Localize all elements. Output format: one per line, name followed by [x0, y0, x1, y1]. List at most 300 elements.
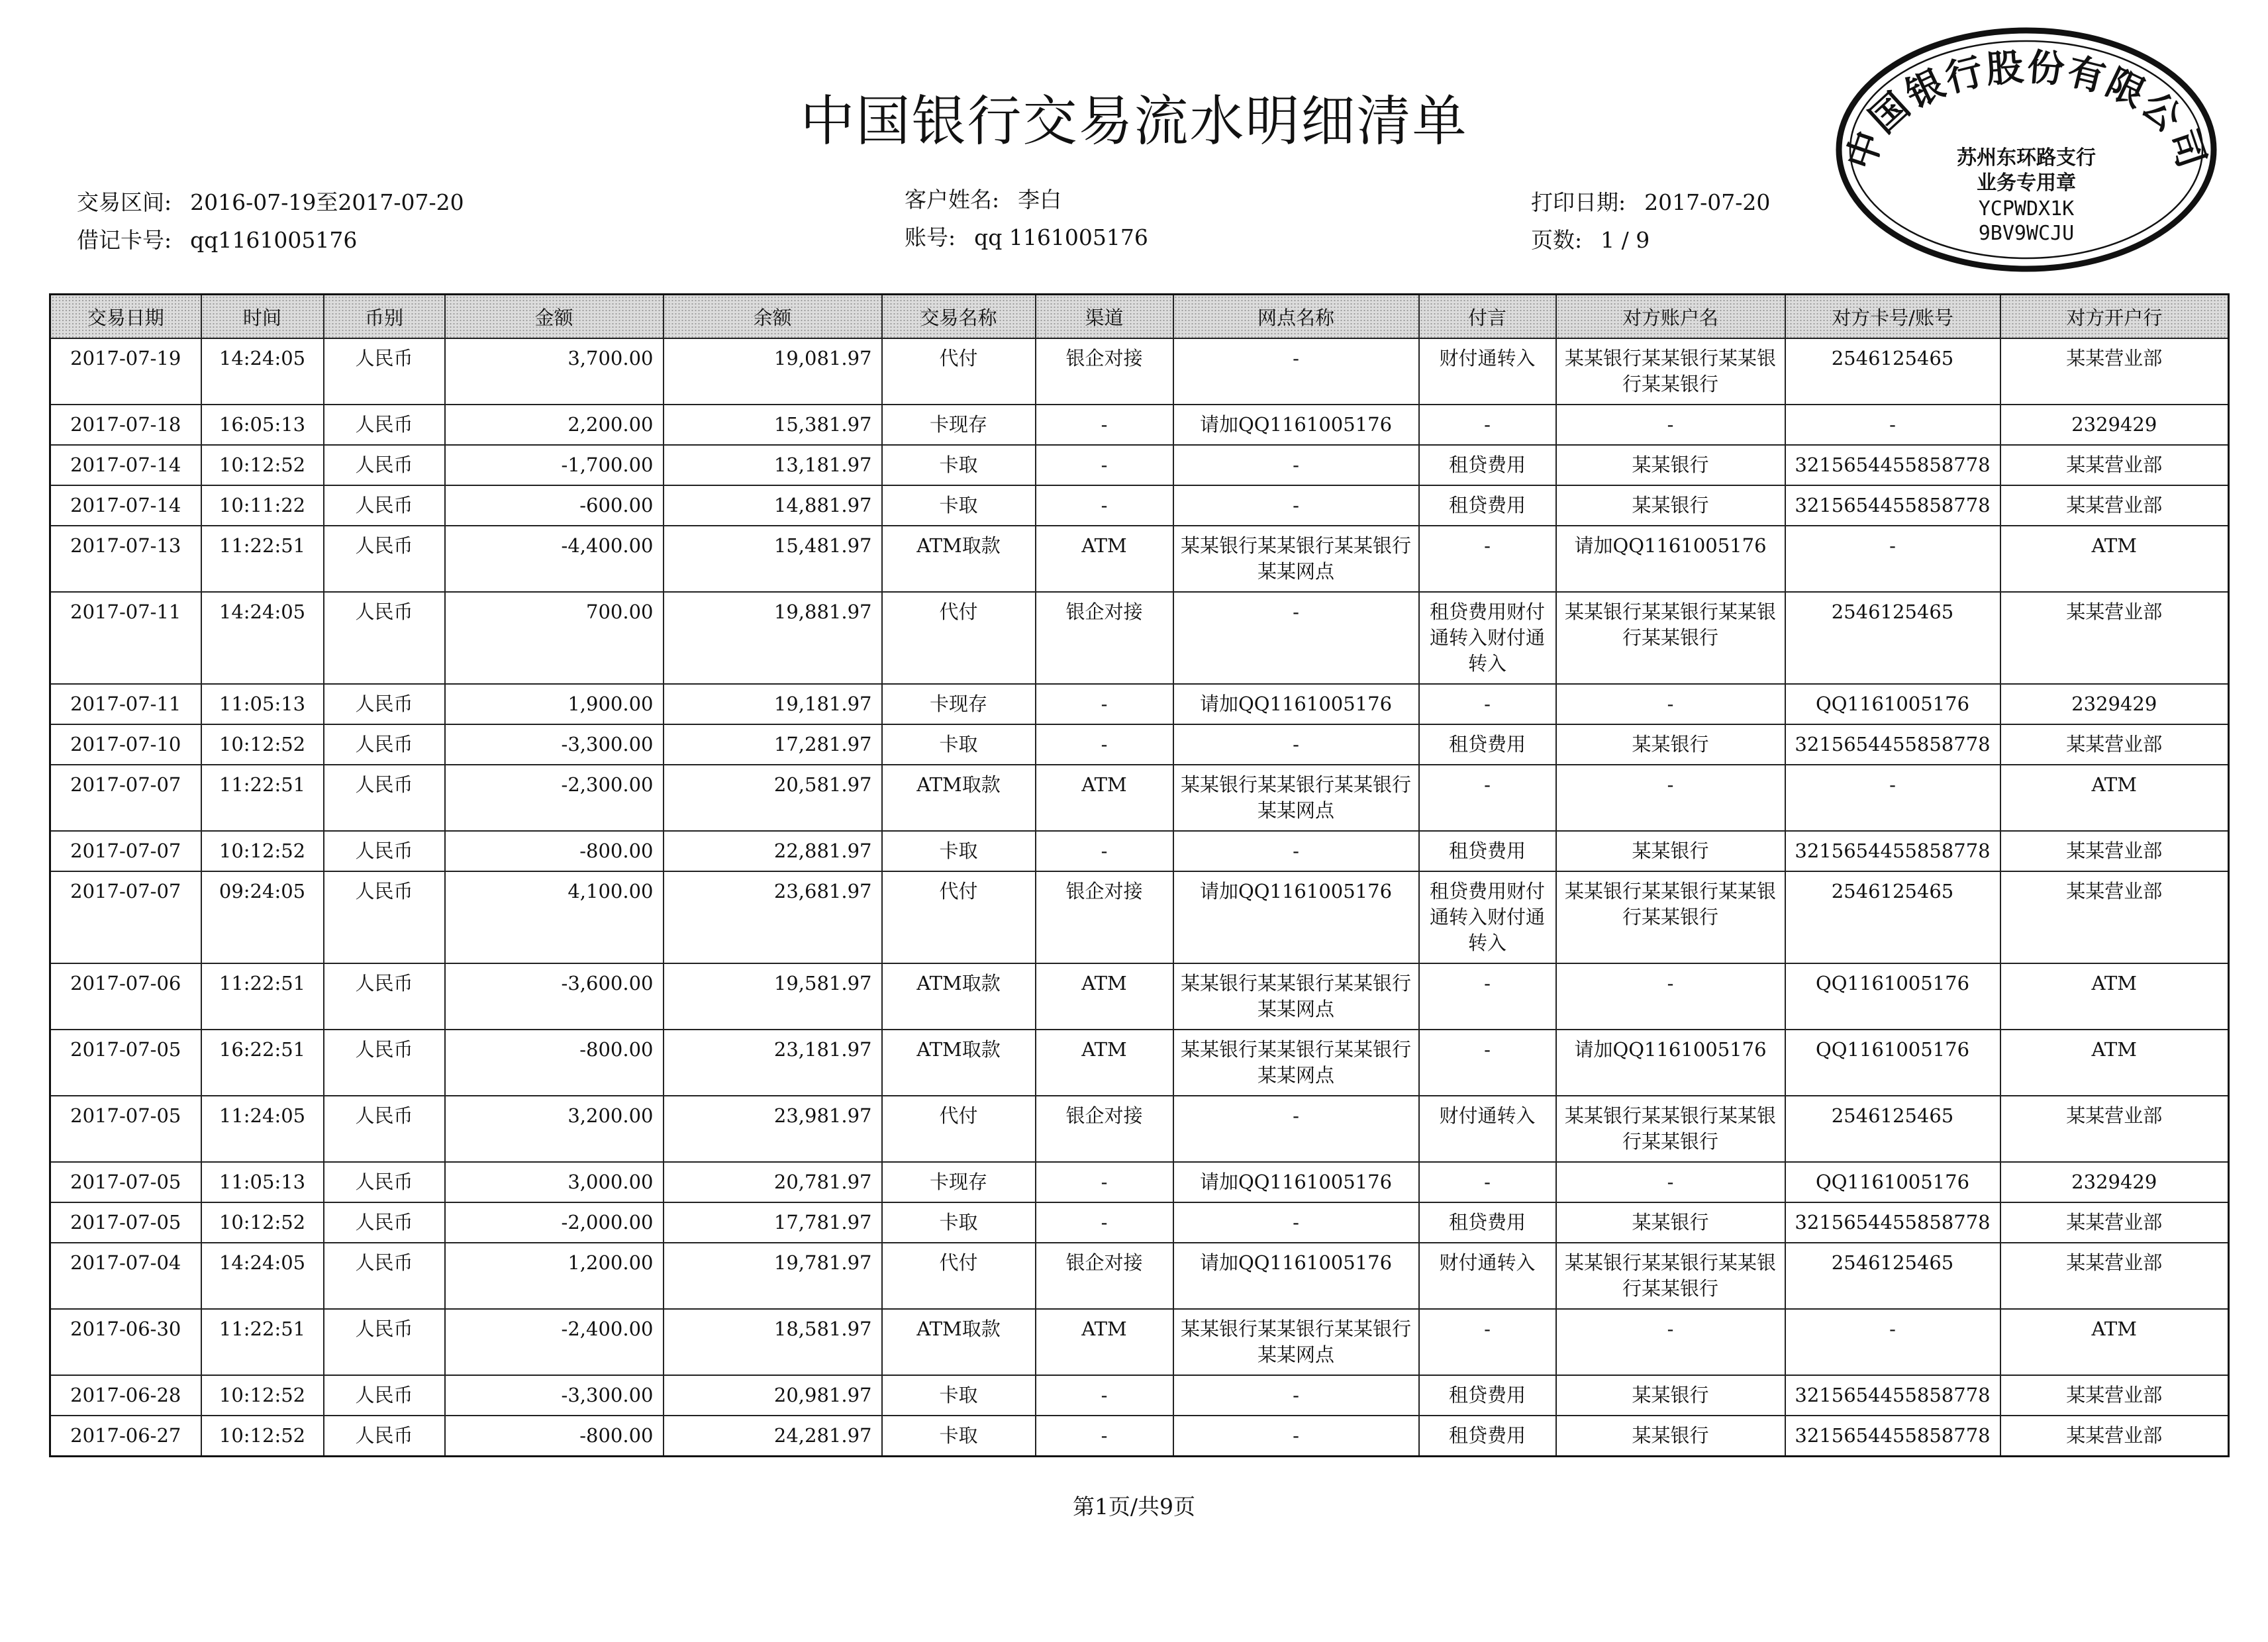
cell-txn-name: 卡取 — [882, 724, 1036, 765]
cell-channel: - — [1036, 724, 1173, 765]
cell-counterparty-name: - — [1556, 405, 1785, 445]
cell-balance: 17,281.97 — [664, 724, 882, 765]
table-header-row — [50, 295, 2229, 339]
column-header-counterparty-bank: 对方开户行 — [2000, 295, 2229, 339]
cell-txn-name: 卡取 — [882, 1375, 1036, 1416]
cell-date: 2017-07-18 — [50, 405, 201, 445]
cell-currency: 人民币 — [324, 338, 445, 405]
cell-counterparty-bank: ATM — [2000, 963, 2229, 1030]
cell-branch: 某某银行某某银行某某银行某某网点 — [1173, 526, 1419, 592]
cell-currency: 人民币 — [324, 724, 445, 765]
column-header-currency: 币别 — [324, 295, 445, 339]
cell-counterparty-account: 3215654455858778 — [1785, 445, 2000, 485]
cell-txn-name: 卡现存 — [882, 684, 1036, 724]
cell-time: 10:12:52 — [201, 831, 324, 871]
cell-txn-name: 卡取 — [882, 445, 1036, 485]
cell-counterparty-bank: 2329429 — [2000, 684, 2229, 724]
cell-counterparty-name: 请加QQ1161005176 — [1556, 1030, 1785, 1096]
cell-counterparty-account: QQ1161005176 — [1785, 1162, 2000, 1202]
cell-balance: 22,881.97 — [664, 831, 882, 871]
cell-memo: 租贷费用 — [1419, 1416, 1556, 1457]
cell-branch: 请加QQ1161005176 — [1173, 1162, 1419, 1202]
cell-amount: -2,400.00 — [445, 1309, 664, 1375]
cell-amount: -3,300.00 — [445, 724, 664, 765]
cell-balance: 23,181.97 — [664, 1030, 882, 1096]
cell-memo: 租贷费用 — [1419, 445, 1556, 485]
column-header-time: 时间 — [201, 295, 324, 339]
cell-date: 2017-07-13 — [50, 526, 201, 592]
cell-txn-name: 卡现存 — [882, 405, 1036, 445]
cell-amount: -3,600.00 — [445, 963, 664, 1030]
cell-time: 14:24:05 — [201, 338, 324, 405]
cell-counterparty-bank: ATM — [2000, 765, 2229, 831]
cell-counterparty-account: QQ1161005176 — [1785, 684, 2000, 724]
cell-channel: 银企对接 — [1036, 1096, 1173, 1162]
cell-memo: - — [1419, 963, 1556, 1030]
cell-counterparty-account: 2546125465 — [1785, 592, 2000, 684]
cell-balance: 23,681.97 — [664, 871, 882, 963]
cell-counterparty-name: 某某银行某某银行某某银行某某银行 — [1556, 592, 1785, 684]
cell-channel: - — [1036, 405, 1173, 445]
cell-balance: 20,581.97 — [664, 765, 882, 831]
table-row — [50, 1096, 2229, 1162]
print-date-value: 2017-07-20 — [1644, 189, 1771, 215]
table-row — [50, 1309, 2229, 1375]
column-header-balance: 余额 — [664, 295, 882, 339]
cell-balance: 17,781.97 — [664, 1202, 882, 1243]
table-row — [50, 871, 2229, 963]
cell-time: 09:24:05 — [201, 871, 324, 963]
cell-branch: - — [1173, 831, 1419, 871]
cell-memo: - — [1419, 1309, 1556, 1375]
cell-branch: 某某银行某某银行某某银行某某网点 — [1173, 1030, 1419, 1096]
column-header-amount: 金额 — [445, 295, 664, 339]
cell-branch: - — [1173, 445, 1419, 485]
cell-memo: 租贷费用财付通转入财付通转入 — [1419, 592, 1556, 684]
cell-amount: 3,700.00 — [445, 338, 664, 405]
cell-currency: 人民币 — [324, 1202, 445, 1243]
cell-branch: 请加QQ1161005176 — [1173, 684, 1419, 724]
cell-counterparty-name: 某某银行某某银行某某银行某某银行 — [1556, 1096, 1785, 1162]
cell-time: 11:22:51 — [201, 963, 324, 1030]
cell-currency: 人民币 — [324, 1375, 445, 1416]
cell-time: 10:12:52 — [201, 1202, 324, 1243]
cell-balance: 20,981.97 — [664, 1375, 882, 1416]
cell-txn-name: 代付 — [882, 1243, 1036, 1309]
cell-channel: - — [1036, 1162, 1173, 1202]
table-row — [50, 1030, 2229, 1096]
cell-date: 2017-06-27 — [50, 1416, 201, 1457]
table-row — [50, 831, 2229, 871]
seal-line-1: 苏州东环路支行 — [1957, 146, 2096, 169]
account-label: 账号: — [905, 224, 956, 250]
cell-time: 10:12:52 — [201, 724, 324, 765]
cell-memo: 租贷费用 — [1419, 724, 1556, 765]
cell-date: 2017-06-30 — [50, 1309, 201, 1375]
cell-date: 2017-07-10 — [50, 724, 201, 765]
cell-balance: 20,781.97 — [664, 1162, 882, 1202]
cell-txn-name: 代付 — [882, 1096, 1036, 1162]
cell-date: 2017-07-04 — [50, 1243, 201, 1309]
cell-amount: -1,700.00 — [445, 445, 664, 485]
table-row — [50, 592, 2229, 684]
cell-channel: - — [1036, 485, 1173, 526]
cell-channel: - — [1036, 684, 1173, 724]
cell-time: 16:05:13 — [201, 405, 324, 445]
cell-memo: - — [1419, 526, 1556, 592]
cell-memo: 财付通转入 — [1419, 1243, 1556, 1309]
cell-counterparty-account: QQ1161005176 — [1785, 963, 2000, 1030]
cell-memo: 租贷费用 — [1419, 1375, 1556, 1416]
page-count-info — [1531, 223, 1650, 254]
cell-branch: 请加QQ1161005176 — [1173, 1243, 1419, 1309]
cell-date: 2017-07-14 — [50, 445, 201, 485]
cell-txn-name: ATM取款 — [882, 526, 1036, 592]
cell-counterparty-name: - — [1556, 1162, 1785, 1202]
cell-counterparty-bank: 某某营业部 — [2000, 1202, 2229, 1243]
cell-amount: 700.00 — [445, 592, 664, 684]
cell-txn-name: 卡取 — [882, 831, 1036, 871]
cell-branch: 请加QQ1161005176 — [1173, 405, 1419, 445]
cell-currency: 人民币 — [324, 1243, 445, 1309]
cell-counterparty-account: 2546125465 — [1785, 1096, 2000, 1162]
cell-currency: 人民币 — [324, 1309, 445, 1375]
cell-amount: 2,200.00 — [445, 405, 664, 445]
cell-memo: 财付通转入 — [1419, 338, 1556, 405]
cell-channel: 银企对接 — [1036, 338, 1173, 405]
cell-date: 2017-07-05 — [50, 1162, 201, 1202]
cell-date: 2017-07-07 — [50, 765, 201, 831]
cell-counterparty-bank: ATM — [2000, 1309, 2229, 1375]
cell-time: 10:12:52 — [201, 1375, 324, 1416]
cell-counterparty-bank: 某某营业部 — [2000, 1096, 2229, 1162]
cell-counterparty-bank: 某某营业部 — [2000, 1416, 2229, 1457]
cell-counterparty-name: 某某银行某某银行某某银行某某银行 — [1556, 1243, 1785, 1309]
table-row — [50, 684, 2229, 724]
table-row — [50, 1202, 2229, 1243]
cell-balance: 23,981.97 — [664, 1096, 882, 1162]
cell-channel: - — [1036, 831, 1173, 871]
cell-time: 10:12:52 — [201, 445, 324, 485]
cell-channel: ATM — [1036, 963, 1173, 1030]
cell-time: 11:22:51 — [201, 765, 324, 831]
cell-counterparty-account: 2546125465 — [1785, 871, 2000, 963]
period-value: 2016-07-19至2017-07-20 — [190, 189, 464, 215]
cell-balance: 19,181.97 — [664, 684, 882, 724]
cell-channel: - — [1036, 445, 1173, 485]
cell-memo: 租贷费用 — [1419, 831, 1556, 871]
cell-counterparty-name: 请加QQ1161005176 — [1556, 526, 1785, 592]
cell-counterparty-bank: 某某营业部 — [2000, 1375, 2229, 1416]
cell-balance: 14,881.97 — [664, 485, 882, 526]
seal-line-3: YCPWDX1K — [1978, 197, 2075, 220]
cell-memo: - — [1419, 1030, 1556, 1096]
cell-date: 2017-07-11 — [50, 684, 201, 724]
cell-currency: 人民币 — [324, 831, 445, 871]
cell-channel: 银企对接 — [1036, 871, 1173, 963]
column-header-memo: 付言 — [1419, 295, 1556, 339]
card-info — [77, 223, 357, 254]
transaction-table-wrap — [49, 293, 2228, 1457]
card-value: qq1161005176 — [190, 227, 358, 253]
cell-counterparty-account: 3215654455858778 — [1785, 485, 2000, 526]
cell-counterparty-account: - — [1785, 526, 2000, 592]
cell-date: 2017-07-05 — [50, 1202, 201, 1243]
name-value: 李白 — [1018, 187, 1062, 213]
cell-time: 14:24:05 — [201, 1243, 324, 1309]
cell-counterparty-name: 某某银行某某银行某某银行某某银行 — [1556, 338, 1785, 405]
table-row — [50, 1162, 2229, 1202]
cell-counterparty-name: 某某银行 — [1556, 1416, 1785, 1457]
cell-currency: 人民币 — [324, 592, 445, 684]
cell-time: 11:22:51 — [201, 526, 324, 592]
cell-amount: -800.00 — [445, 1416, 664, 1457]
cell-branch: - — [1173, 1202, 1419, 1243]
name-info — [905, 183, 1061, 214]
cell-date: 2017-07-07 — [50, 871, 201, 963]
cell-counterparty-bank: 某某营业部 — [2000, 831, 2229, 871]
cell-currency: 人民币 — [324, 963, 445, 1030]
cell-counterparty-bank: 某某营业部 — [2000, 871, 2229, 963]
cell-currency: 人民币 — [324, 1162, 445, 1202]
cell-balance: 13,181.97 — [664, 445, 882, 485]
cell-branch: - — [1173, 338, 1419, 405]
column-header-date: 交易日期 — [50, 295, 201, 339]
table-row — [50, 724, 2229, 765]
cell-amount: 3,200.00 — [445, 1096, 664, 1162]
cell-balance: 18,581.97 — [664, 1309, 882, 1375]
cell-counterparty-name: 某某银行 — [1556, 1202, 1785, 1243]
cell-memo: 租贷费用 — [1419, 1202, 1556, 1243]
cell-amount: -800.00 — [445, 1030, 664, 1096]
cell-memo: - — [1419, 765, 1556, 831]
cell-counterparty-name: 某某银行 — [1556, 445, 1785, 485]
cell-branch: - — [1173, 1096, 1419, 1162]
cell-balance: 19,781.97 — [664, 1243, 882, 1309]
cell-counterparty-account: 3215654455858778 — [1785, 1202, 2000, 1243]
statement-title: 中国银行交易流水明细清单 — [800, 90, 1468, 153]
page-footer: 第1页/共9页 — [1072, 1494, 1196, 1520]
seal-line-4: 9BV9WCJU — [1978, 222, 2075, 245]
cell-counterparty-name: 某某银行 — [1556, 485, 1785, 526]
cell-branch: - — [1173, 592, 1419, 684]
cell-branch: - — [1173, 1416, 1419, 1457]
cell-counterparty-bank: 某某营业部 — [2000, 485, 2229, 526]
name-label: 客户姓名: — [905, 187, 1000, 213]
cell-txn-name: 代付 — [882, 871, 1036, 963]
account-info — [905, 220, 1148, 252]
cell-channel: 银企对接 — [1036, 1243, 1173, 1309]
cell-txn-name: 卡取 — [882, 1202, 1036, 1243]
cell-counterparty-name: 某某银行某某银行某某银行某某银行 — [1556, 871, 1785, 963]
cell-currency: 人民币 — [324, 1096, 445, 1162]
cell-amount: -3,300.00 — [445, 1375, 664, 1416]
cell-branch: 某某银行某某银行某某银行某某网点 — [1173, 1309, 1419, 1375]
cell-amount: -600.00 — [445, 485, 664, 526]
cell-txn-name: ATM取款 — [882, 765, 1036, 831]
cell-date: 2017-07-05 — [50, 1096, 201, 1162]
cell-time: 10:11:22 — [201, 485, 324, 526]
cell-txn-name: 代付 — [882, 338, 1036, 405]
column-header-channel: 渠道 — [1036, 295, 1173, 339]
cell-counterparty-account: - — [1785, 1309, 2000, 1375]
cell-memo: - — [1419, 1162, 1556, 1202]
cell-txn-name: 卡取 — [882, 485, 1036, 526]
cell-channel: - — [1036, 1202, 1173, 1243]
cell-date: 2017-06-28 — [50, 1375, 201, 1416]
cell-counterparty-bank: 某某营业部 — [2000, 1243, 2229, 1309]
cell-counterparty-name: 某某银行 — [1556, 831, 1785, 871]
table-row — [50, 765, 2229, 831]
cell-counterparty-account: 2546125465 — [1785, 1243, 2000, 1309]
cell-time: 11:24:05 — [201, 1096, 324, 1162]
table-row — [50, 1243, 2229, 1309]
page-count-label: 页数: — [1531, 227, 1583, 253]
cell-date: 2017-07-05 — [50, 1030, 201, 1096]
cell-memo: 租贷费用 — [1419, 485, 1556, 526]
cell-time: 11:05:13 — [201, 1162, 324, 1202]
cell-currency: 人民币 — [324, 485, 445, 526]
period-label: 交易区间: — [77, 189, 172, 215]
cell-date: 2017-07-14 — [50, 485, 201, 526]
cell-currency: 人民币 — [324, 1030, 445, 1096]
print-date-label: 打印日期: — [1531, 189, 1626, 215]
cell-amount: 1,200.00 — [445, 1243, 664, 1309]
table-row — [50, 485, 2229, 526]
cell-txn-name: ATM取款 — [882, 1030, 1036, 1096]
print-date-info — [1531, 185, 1770, 217]
cell-counterparty-name: - — [1556, 1309, 1785, 1375]
cell-currency: 人民币 — [324, 405, 445, 445]
cell-txn-name: ATM取款 — [882, 1309, 1036, 1375]
cell-amount: -2,300.00 — [445, 765, 664, 831]
cell-counterparty-bank: ATM — [2000, 1030, 2229, 1096]
cell-time: 11:22:51 — [201, 1309, 324, 1375]
card-label: 借记卡号: — [77, 227, 172, 253]
cell-amount: -800.00 — [445, 831, 664, 871]
cell-channel: ATM — [1036, 1030, 1173, 1096]
cell-branch: - — [1173, 1375, 1419, 1416]
cell-counterparty-account: 2546125465 — [1785, 338, 2000, 405]
cell-currency: 人民币 — [324, 765, 445, 831]
cell-currency: 人民币 — [324, 871, 445, 963]
cell-balance: 24,281.97 — [664, 1416, 882, 1457]
cell-currency: 人民币 — [324, 526, 445, 592]
cell-channel: - — [1036, 1375, 1173, 1416]
cell-branch: 某某银行某某银行某某银行某某网点 — [1173, 963, 1419, 1030]
cell-txn-name: 卡取 — [882, 1416, 1036, 1457]
cell-amount: 3,000.00 — [445, 1162, 664, 1202]
cell-counterparty-bank: 2329429 — [2000, 405, 2229, 445]
cell-counterparty-account: QQ1161005176 — [1785, 1030, 2000, 1096]
cell-memo: 租贷费用财付通转入财付通转入 — [1419, 871, 1556, 963]
cell-amount: -4,400.00 — [445, 526, 664, 592]
bank-seal — [1834, 24, 2218, 275]
cell-time: 16:22:51 — [201, 1030, 324, 1096]
cell-time: 11:05:13 — [201, 684, 324, 724]
page-count-value: 1 / 9 — [1601, 227, 1650, 253]
cell-counterparty-account: 3215654455858778 — [1785, 724, 2000, 765]
table-row — [50, 405, 2229, 445]
cell-date: 2017-07-19 — [50, 338, 201, 405]
cell-memo: - — [1419, 684, 1556, 724]
cell-txn-name: 卡现存 — [882, 1162, 1036, 1202]
column-header-txn-name: 交易名称 — [882, 295, 1036, 339]
cell-counterparty-account: 3215654455858778 — [1785, 1375, 2000, 1416]
table-row — [50, 526, 2229, 592]
table-row — [50, 1416, 2229, 1457]
cell-balance: 15,381.97 — [664, 405, 882, 445]
cell-counterparty-bank: ATM — [2000, 526, 2229, 592]
account-value: qq 1161005176 — [974, 224, 1148, 250]
cell-branch: - — [1173, 724, 1419, 765]
cell-counterparty-bank: 2329429 — [2000, 1162, 2229, 1202]
cell-currency: 人民币 — [324, 445, 445, 485]
cell-channel: ATM — [1036, 526, 1173, 592]
cell-counterparty-account: - — [1785, 405, 2000, 445]
cell-currency: 人民币 — [324, 684, 445, 724]
cell-txn-name: ATM取款 — [882, 963, 1036, 1030]
seal-ring-text: 中国银行股份有限公司 — [1838, 46, 2214, 175]
seal-line-2: 业务专用章 — [1977, 171, 2076, 195]
cell-channel: 银企对接 — [1036, 592, 1173, 684]
table-row — [50, 1375, 2229, 1416]
transaction-table — [49, 293, 2230, 1457]
column-header-counterparty-name: 对方账户名 — [1556, 295, 1785, 339]
cell-counterparty-account: - — [1785, 765, 2000, 831]
cell-counterparty-bank: 某某营业部 — [2000, 445, 2229, 485]
cell-channel: ATM — [1036, 765, 1173, 831]
cell-date: 2017-07-06 — [50, 963, 201, 1030]
cell-counterparty-bank: 某某营业部 — [2000, 338, 2229, 405]
cell-time: 14:24:05 — [201, 592, 324, 684]
cell-txn-name: 代付 — [882, 592, 1036, 684]
cell-balance: 19,081.97 — [664, 338, 882, 405]
table-row — [50, 445, 2229, 485]
cell-currency: 人民币 — [324, 1416, 445, 1457]
cell-counterparty-bank: 某某营业部 — [2000, 592, 2229, 684]
cell-counterparty-account: 3215654455858778 — [1785, 831, 2000, 871]
cell-balance: 19,881.97 — [664, 592, 882, 684]
cell-counterparty-bank: 某某营业部 — [2000, 724, 2229, 765]
period-info — [77, 185, 464, 217]
cell-time: 10:12:52 — [201, 1416, 324, 1457]
cell-date: 2017-07-07 — [50, 831, 201, 871]
cell-counterparty-name: 某某银行 — [1556, 1375, 1785, 1416]
column-header-counterparty-account: 对方卡号/账号 — [1785, 295, 2000, 339]
cell-amount: -2,000.00 — [445, 1202, 664, 1243]
cell-balance: 19,581.97 — [664, 963, 882, 1030]
cell-amount: 4,100.00 — [445, 871, 664, 963]
seal-graphic — [1834, 24, 2218, 275]
cell-channel: ATM — [1036, 1309, 1173, 1375]
cell-channel: - — [1036, 1416, 1173, 1457]
cell-date: 2017-07-11 — [50, 592, 201, 684]
column-header-branch: 网点名称 — [1173, 295, 1419, 339]
cell-counterparty-name: - — [1556, 765, 1785, 831]
cell-branch: 请加QQ1161005176 — [1173, 871, 1419, 963]
cell-branch: 某某银行某某银行某某银行某某网点 — [1173, 765, 1419, 831]
cell-memo: 财付通转入 — [1419, 1096, 1556, 1162]
cell-counterparty-name: - — [1556, 963, 1785, 1030]
cell-balance: 15,481.97 — [664, 526, 882, 592]
cell-amount: 1,900.00 — [445, 684, 664, 724]
cell-memo: - — [1419, 405, 1556, 445]
cell-branch: - — [1173, 485, 1419, 526]
table-body — [50, 338, 2229, 1457]
table-row — [50, 963, 2229, 1030]
cell-counterparty-name: 某某银行 — [1556, 724, 1785, 765]
